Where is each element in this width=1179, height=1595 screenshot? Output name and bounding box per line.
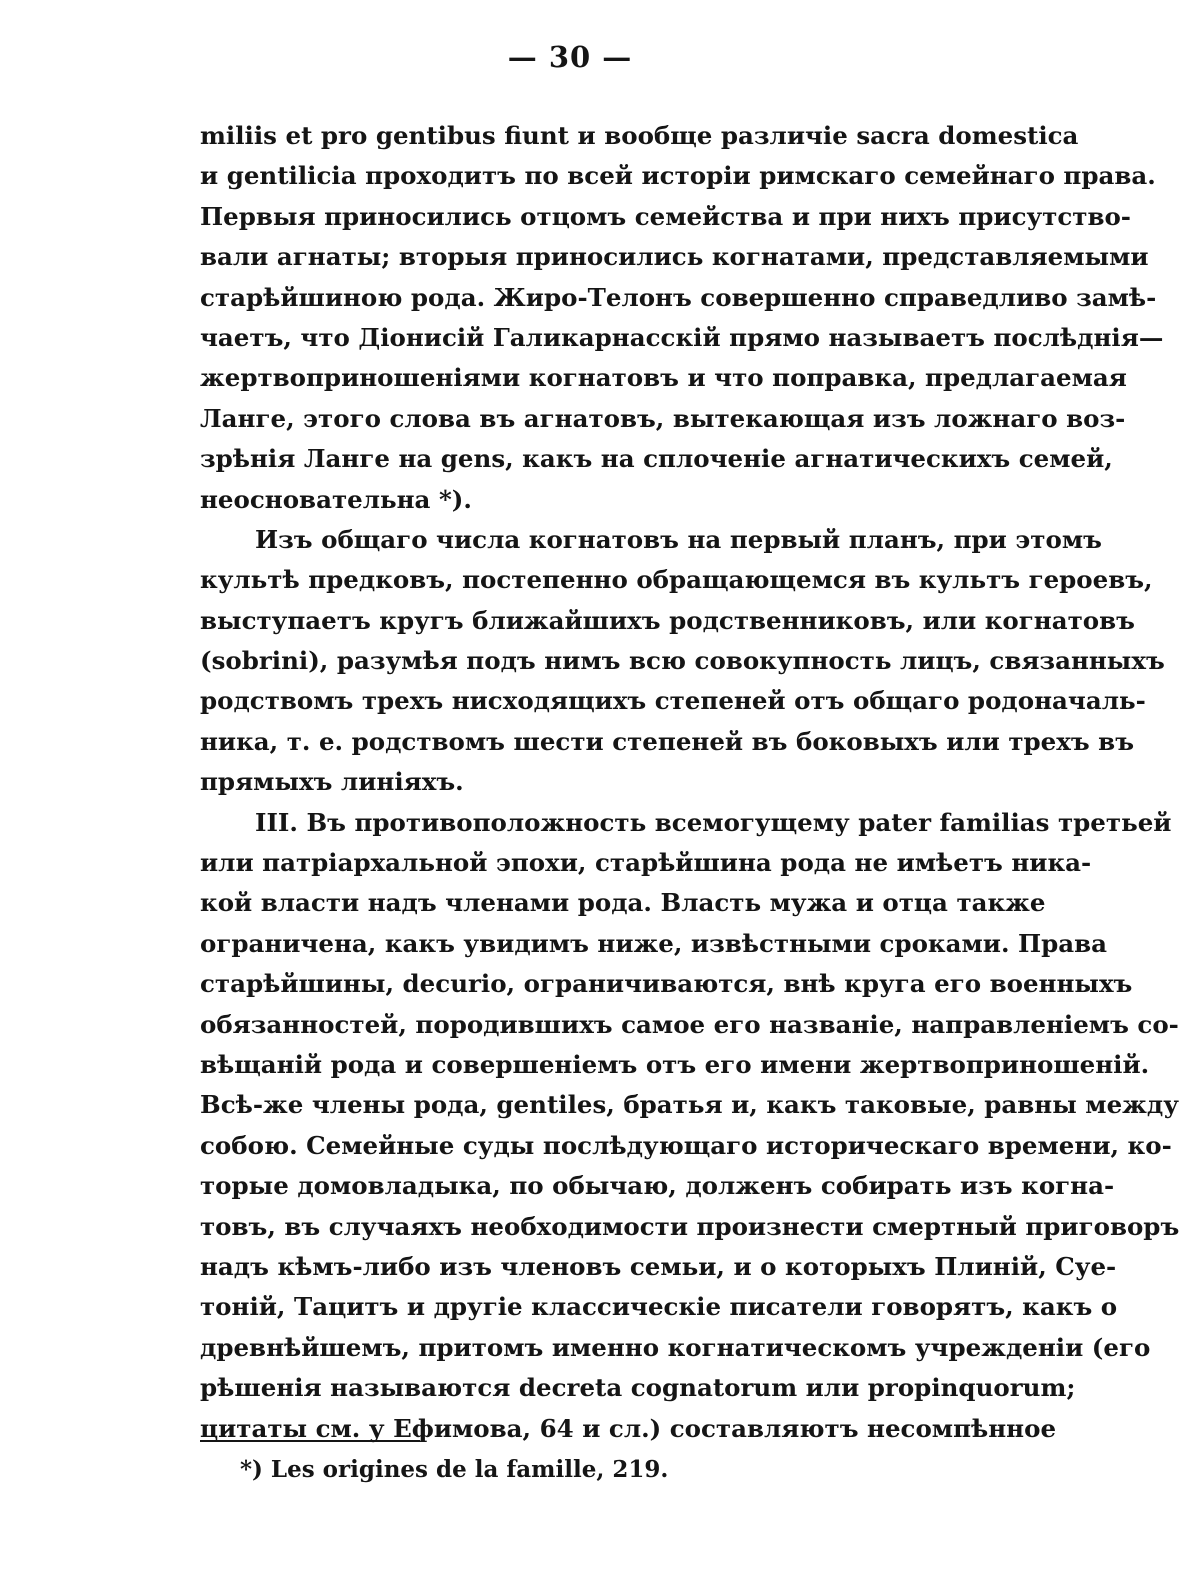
text-line: Всѣ-же члены рода, gentiles, братья и, какъ таковые, равны между [200,1090,1179,1120]
text-line: надъ кѣмъ-либо изъ членовъ семьи, и о которыхъ Плиній, Суе- [200,1251,1117,1281]
text-line: цитаты см. у Ефимова, 64 и сл.) составляютъ несомпѣнное [200,1413,1057,1443]
text-line: неосновательна *). [200,484,472,514]
text-line: старѣйшины, decurio, ограничиваются, внѣ круга его военныхъ [200,969,1133,999]
text-line: старѣйшиною рода. Жиро-Телонъ совершенно справедливо замѣ- [200,282,1157,312]
text-line: чаетъ, что Діонисій Галикарнасскій прямо называетъ послѣднія— [200,322,1164,352]
text-line: и gentilicia проходитъ по всей исторіи римскаго семейнаго права. [200,161,1156,191]
text-line: прямыхъ линіяхъ. [200,767,464,797]
text-line: обязанностей, породившихъ самое его названіе, направленіемъ со- [200,1009,1179,1039]
text-line: рѣшенія называются decreta cognatorum или propinquorum; [200,1373,1076,1403]
text-line: miliis et pro gentibus fiunt и вообще различіе sacra domestica [200,121,1079,150]
text-line: товъ, въ случаяхъ необходимости произнести смертный приговоръ [200,1211,1179,1241]
text-line: или патріархальной эпохи, старѣйшина рода не имѣетъ ника- [200,848,1092,878]
page-number: — 30 — [507,40,633,74]
paragraph [200,520,1165,803]
text-line: собою. Семейные суды послѣдующаго историческаго времени, ко- [200,1130,1172,1160]
text-line: ограничена, какъ увидимъ ниже, извѣстными сроками. Права [200,928,1108,958]
text-line: выступаетъ кругъ ближайшихъ родственниковъ, или когнатовъ [200,605,1135,635]
text-line: тоній, Тацитъ и другіе классическіе писатели говорятъ, какъ о [200,1292,1118,1322]
text-line: древнѣйшемъ, притомъ именно когнатическомъ учрежденіи (его [200,1332,1151,1362]
text-line: родствомъ трехъ нисходящихъ степеней отъ общаго родоначаль- [200,686,1146,716]
text-line: ника, т. е. родствомъ шести степеней въ боковыхъ или трехъ въ [200,726,1135,756]
footnote: *) Les origines de la famille, 219. [240,1456,669,1483]
text-line: (sobrini), разумѣя подъ нимъ всю совокупность лицъ, связанныхъ [200,646,1165,676]
text-line: Изъ общаго числа когнатовъ на первый планъ, при этомъ [255,524,1102,554]
text-line: кой власти надъ членами рода. Власть мужа и отца также [200,888,1046,918]
text-line: вѣщаній рода и совершеніемъ отъ его имени жертвоприношеній. [200,1049,1150,1079]
text-line: III. Въ противоположность всемогущему pater familias третьей [255,807,1172,837]
footnote-divider [200,1440,420,1442]
text-line: торые домовладыка, по обычаю, долженъ собирать изъ когна- [200,1171,1115,1201]
text-line: жертвоприношеніями когнатовъ и что поправка, предлагаемая [200,363,1127,393]
text-line: культѣ предковъ, постепенно обращающемся въ культъ героевъ, [200,565,1153,595]
text-line: Первыя приносились отцомъ семейства и при нихъ присутство- [200,201,1131,231]
paragraph [200,803,1179,1449]
paragraph [200,116,1164,520]
body-text [200,116,1179,1449]
text-line: зрѣнія Ланге на gens, какъ на сплоченіе агнатическихъ семей, [200,444,1113,474]
text-line: Ланге, этого слова въ агнатовъ, вытекающая изъ ложнаго воз- [200,403,1126,433]
text-line: вали агнаты; вторыя приносились когнатами, представляемыми [200,242,1149,272]
